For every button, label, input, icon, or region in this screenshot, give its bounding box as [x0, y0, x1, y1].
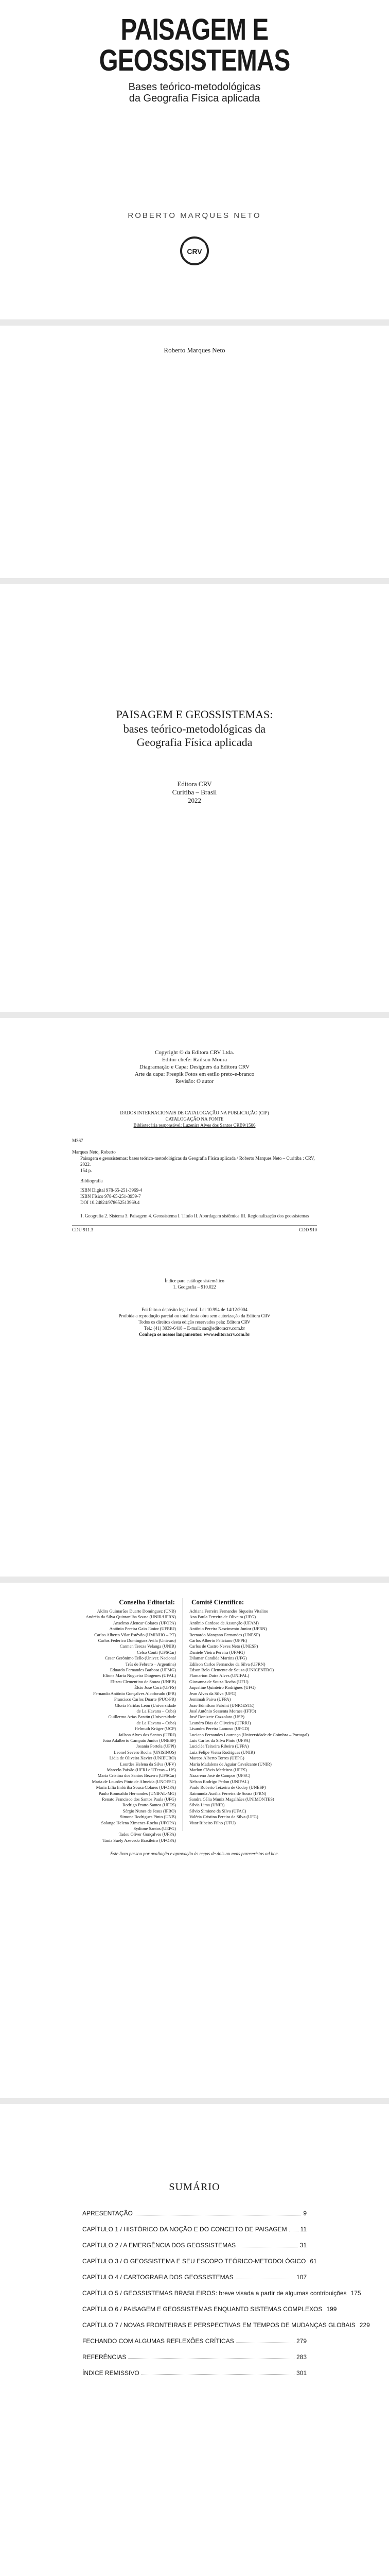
- toc-entry-page: 107: [296, 2274, 307, 2281]
- board-right-list: [189, 1608, 324, 1826]
- board-member: João Adalberto Campato Junior (UNESP): [102, 1737, 176, 1743]
- page-separator: [0, 2098, 389, 2104]
- board-member: Silvio Simione da Silva (UFAC): [189, 1808, 246, 1814]
- toc-entry-text: CAPÍTULO 6 / PAISAGEM E GEOSSISTEMAS ENQUANTO SISTEMAS COMPLEXOS: [82, 2306, 323, 2313]
- board-member: Adriana Ferreira Fernandes Siqueira Vitalino: [189, 1608, 269, 1614]
- toc-entry-text: CAPÍTULO 2 / A EMERGÊNCIA DOS GEOSSISTEMAS: [82, 2242, 236, 2249]
- board-member: Leandro Dias de Oliveira (UFRRJ): [189, 1720, 251, 1725]
- catalog-header-2: CATALOGAÇÃO NA FONTE: [165, 1116, 224, 1122]
- toc-entry-page: 61: [310, 2258, 317, 2265]
- board-member: Carlos Federico Dominguez Avila (Unieuro): [98, 1638, 176, 1643]
- board-member: João Edmilson Fabrini (UNIOESTE): [189, 1702, 255, 1708]
- toc-entry-text: ÍNDICE REMISSIVO: [82, 2369, 139, 2377]
- toc-entry-text: CAPÍTULO 5 / GEOSSISTEMAS BRASILEIROS: breve visada a partir de algumas contribuições: [82, 2290, 347, 2297]
- toc-entry-page: 31: [299, 2242, 307, 2249]
- board-member: de La Havana – Cuba): [136, 1708, 176, 1714]
- board-member: Daniele Vieira Pereira (UFMG): [189, 1649, 245, 1655]
- toc-entry[interactable]: [82, 2290, 361, 2297]
- board-member: Josania Portela (UFPI): [136, 1743, 176, 1749]
- board-member: Maria Cristina dos Santos Bezerra (UFSCar): [97, 1773, 176, 1778]
- board-member: Tania Suely Azevedo Brasileiro (UFOPA): [102, 1837, 176, 1843]
- board-member: Fernando Antônio Gonçalves Alcoforado (IPB): [93, 1690, 176, 1696]
- board-member: Raimunda Aurilia Ferreira de Sousa (IFRN): [189, 1790, 267, 1796]
- toc-entry[interactable]: [82, 2210, 307, 2217]
- board-member: Carlos Alberto Feliciano (UFPE): [189, 1638, 247, 1643]
- board-member: Nelson Rodrigo Pedon (UNIFAL): [189, 1778, 249, 1784]
- page-separator: [0, 319, 389, 326]
- catalog-title: Paisagem e geossistemas: bases teórico-metodológicas da Geografia Física aplicada / Roberto Marques Neto – Curitiba : CRV, 2022.: [80, 1156, 315, 1167]
- title-page-publisher: Editora CRV: [177, 780, 212, 788]
- title-page-subtitle2: Geografia Física aplicada: [136, 736, 253, 749]
- credits-page: [0, 1018, 389, 1577]
- board-member: Lidia de Oliveira Xavier (UNIEURO): [109, 1755, 176, 1761]
- cover-title: [0, 14, 389, 76]
- page-separator: [0, 1012, 389, 1018]
- board-member: Marcelo Paixão (UFRJ e UTexas – US): [107, 1767, 176, 1772]
- board-member: Luiz Felipe Vieira Rodrigues (UNIR): [189, 1749, 255, 1755]
- board-member: Sérgio Nunes de Jesus (IFRO): [122, 1808, 176, 1814]
- board-member: Silvia Lima (UNIR): [189, 1802, 225, 1808]
- page-separator: [0, 578, 389, 584]
- legal-line-2: Proibida a reprodução parcial ou total desta obra sem autorização da Editora CRV: [118, 1313, 271, 1318]
- legal-line-5: Conheça os nossos lançamentos: www.editoracrv.com.br: [138, 1332, 251, 1337]
- toc-dot-leader: [238, 2242, 298, 2247]
- board-member: Solange Helena Ximenes-Rocha (UFOPA): [101, 1820, 176, 1825]
- title-page: [0, 584, 389, 1012]
- cover-subtitle-line2: da Geografia Física aplicada: [129, 93, 260, 104]
- toc-dot-leader: [128, 2353, 294, 2359]
- crv-logo-text: CRV: [187, 247, 202, 256]
- board-member: Carmen Tereza Velanga (UNIR): [119, 1643, 176, 1649]
- board-member: Dilamar Candida Martins (UFG): [189, 1655, 247, 1661]
- toc-dot-leader: [236, 2337, 294, 2343]
- board-member: Valéria Cristina Pereira da Silva (UFG): [189, 1814, 258, 1820]
- toc-entry[interactable]: [82, 2274, 307, 2281]
- catalog-card: [72, 1138, 317, 1233]
- board-member: Rodrigo Pratte-Santos (UFES): [122, 1802, 176, 1808]
- toc-dot-leader: [142, 2369, 294, 2375]
- catalog-pages: 154 p.: [80, 1168, 92, 1173]
- board-member: Andréia da Silva Quintanilha Sousa (UNIR/UFRN): [85, 1614, 176, 1620]
- board-member: Sydione Santos (UEPG): [133, 1826, 176, 1832]
- toc-entry[interactable]: [82, 2242, 307, 2249]
- catalog-index-item: 1. Geografia – 910.022: [173, 1284, 216, 1290]
- catalog-header-3: Bibliotecária responsável: Luzenira Alves dos Santos CRB9/1506: [133, 1123, 256, 1128]
- catalog-cdd: CDD 910: [299, 1227, 317, 1232]
- board-member: Renato Francisco dos Santos Paula (UFG): [102, 1797, 176, 1802]
- title-page-city: Curitiba – Brasil: [172, 788, 217, 796]
- catalog-index: [0, 1278, 389, 1290]
- toc-entry-page: 11: [300, 2226, 307, 2233]
- toc-entry-page: 9: [303, 2210, 307, 2217]
- toc-entry[interactable]: [82, 2226, 307, 2233]
- board-member: Jemimah Paiva (UFPA): [189, 1697, 231, 1702]
- board-member: Helmuth Krüger (UCP): [134, 1726, 176, 1732]
- board-member: Lisandra Pereira Lamoso (UFGD): [189, 1726, 250, 1732]
- cover-subtitle: [0, 81, 389, 104]
- board-member: Simone Rodrigues Pinto (UNB): [120, 1814, 176, 1820]
- board-title-left: Conselho Editorial:: [119, 1598, 175, 1606]
- toc-entry[interactable]: [82, 2369, 307, 2377]
- board-member: Jean Alves da Silva (UFG): [189, 1690, 237, 1696]
- catalog-header: [72, 1110, 317, 1128]
- toc-entry-page: 283: [296, 2353, 307, 2361]
- toc-entry[interactable]: [82, 2306, 337, 2313]
- toc-entry-text: REFERÊNCIAS: [82, 2353, 127, 2361]
- credits-cover-art: Arte da capa: Freepik Fotos em estilo preto-e-branco: [134, 1071, 255, 1077]
- board-member: Sandra Célia Muniz Magalhães (UNIMONTES): [189, 1797, 274, 1802]
- toc-dot-leader: [236, 2274, 294, 2279]
- board-member: Marcos Alberto Torres (UEPG): [189, 1755, 244, 1761]
- board-page: [0, 1583, 389, 2098]
- cover-title-line2: GEOSSISTEMAS: [99, 44, 290, 77]
- board-member: Paulo Romualdo Hernandes (UNIFAL-MG): [98, 1790, 176, 1796]
- title-page-year: 2022: [188, 796, 201, 804]
- board-member: Giovanna de Souza Rocha (UFU): [189, 1679, 249, 1684]
- toc-entry-page: 301: [296, 2369, 307, 2377]
- board-member: Antônio Pereira Nascimento Junior (UFRN): [189, 1626, 267, 1632]
- catalog-subjects: 1. Geografia 2. Sistema 3. Paisagem 4. Geossistema I. Título II. Abordagem sistêmica III. Regionalização dos geossistemas: [80, 1213, 309, 1218]
- board-member: Carlos Alberto Vilar Estêvão (UMINHO – PT): [94, 1632, 176, 1637]
- board-member: Cesar Gerónimo Tello (Univer. Nacional: [104, 1655, 176, 1661]
- toc-title: SUMÁRIO: [169, 2181, 220, 2193]
- board-member: Jaqueline Quinteiro Rodrigues (UFG): [189, 1685, 256, 1690]
- cover-author: ROBERTO MARQUES NETO: [128, 211, 261, 220]
- board-member: Lucicléa Teixeira Ribeiro (UFPA): [189, 1743, 249, 1749]
- toc-list: [82, 2210, 370, 2385]
- board-member: Luis Carlos da Silva Pinto (UFPA): [189, 1737, 250, 1743]
- board-member: Guillermo Arias Beatón (Universidade: [108, 1714, 176, 1720]
- credits-review: Revisão: O autor: [175, 1078, 214, 1084]
- legal-block: [0, 1307, 389, 1337]
- board-member: Edilson Carlos Fernandes da Silva (UFRN): [189, 1661, 266, 1667]
- toc-entry-text: CAPÍTULO 7 / NOVAS FRONTEIRAS E PERSPECTIVAS EM TEMPOS DE MUDANÇAS GLOBAIS: [82, 2321, 356, 2329]
- board-title-right: Comitê Científico:: [191, 1598, 244, 1606]
- board-member: Antônio Pereira Gaio Júnior (UFRRJ): [109, 1626, 176, 1632]
- board-member: Maria Lília Imbiriba Sousa Colares (UFOPA): [96, 1785, 176, 1790]
- board-member: Lourdes Helena da Silva (UFV): [120, 1761, 176, 1767]
- board-member: Antônio Cardoso de Assunção (UFAM): [189, 1620, 259, 1625]
- board-member: Marlon Clóvis Medeiros (UFFS): [189, 1767, 247, 1772]
- cover-page: [0, 0, 389, 319]
- toc-entry-page: 199: [326, 2306, 337, 2313]
- board-member: Elione Maria Nogueira Diogenes (UFAL): [103, 1673, 176, 1679]
- board-left-list: [62, 1608, 176, 1843]
- board-member: Leonel Severo Rocha (UNISINOS): [114, 1749, 176, 1755]
- board-member: Francisco Carlos Duarte (PUC-PR): [114, 1697, 176, 1702]
- toc-entry-text: FECHANDO COM ALGUMAS REFLEXÕES CRÍTICAS: [82, 2337, 234, 2345]
- title-page-title: PAISAGEM E GEOSSISTEMAS:: [116, 708, 273, 721]
- catalog-classification: [72, 1225, 317, 1233]
- toc-entry-text: APRESENTAÇÃO: [82, 2210, 133, 2217]
- title-page-subtitle1: bases teórico-metodológicas da: [123, 722, 266, 735]
- board-member: Flamarion Dutra Alves (UNIFAL): [189, 1673, 250, 1679]
- legal-line-3: Todos os direitos desta edição reservados pela: Editora CRV: [138, 1319, 251, 1325]
- board-member: Vitor Ribeiro Filho (UFU): [189, 1820, 236, 1825]
- toc-entry-text: CAPÍTULO 4 / CARTOGRAFIA DOS GEOSSISTEMAS: [82, 2274, 234, 2281]
- board-member: Maria Madalena de Aguiar Cavalcante (UNIR): [189, 1761, 272, 1767]
- board-member: Três de Febrero – Argentina): [125, 1661, 176, 1667]
- toc-dot-leader: [135, 2210, 302, 2215]
- board-member: Ana Paula Ferreira de Oliveira (UFG): [189, 1614, 256, 1620]
- credits-copyright: Copyright © da Editora CRV Ltda.: [155, 1049, 234, 1056]
- credits-design: Diagramação e Capa: Designers da Editora CRV: [139, 1064, 250, 1070]
- toc-entry-page: 279: [296, 2337, 307, 2345]
- board-member: Gloria Fariñas León (Universidade: [115, 1702, 176, 1708]
- toc-entry-text: CAPÍTULO 3 / O GEOSSISTEMA E SEU ESCOPO TEÓRICO-METODOLÓGICO: [82, 2258, 306, 2265]
- board-member: Luciano Fernandes Lourenço (Universidade de Coimbra – Portugal): [189, 1732, 309, 1737]
- board-footnote: Este livro passou por avaliação e aprovação às cegas de dois ou mais pareceristas ad hoc.: [110, 1851, 279, 1856]
- toc-entry-page: 175: [350, 2290, 361, 2297]
- toc-dot-leader: [289, 2226, 298, 2231]
- board-member: Carlos de Castro Neves Neto (UNESP): [189, 1643, 258, 1649]
- board-member: Anselmo Alencar Colares (UFOPA): [113, 1620, 176, 1625]
- board-member: Edson Belo Clemente de Souza (UNICENTRO): [189, 1667, 274, 1673]
- half-title-author: Roberto Marques Neto: [164, 346, 225, 354]
- catalog-code: M367: [72, 1138, 83, 1143]
- catalog-isbn-fisico: ISBN Físico 978-65-251-3959-7: [80, 1194, 141, 1199]
- catalog-header-1: DADOS INTERNACIONAIS DE CATALOGAÇÃO NA PUBLICAÇÃO (CIP): [120, 1110, 269, 1115]
- catalog-biblio: Bibliografia: [80, 1178, 103, 1183]
- board-member: Jailson Alves dos Santos (UFRJ): [118, 1732, 176, 1737]
- board-member: Tadeu Oliver Gonçalves (UFPA): [118, 1832, 176, 1837]
- half-title-page: [0, 326, 389, 578]
- board-member: José Donizete Cazzolato (USP): [189, 1714, 244, 1720]
- board-member: Aldira Guimarães Duarte Domínguez (UNB): [97, 1608, 176, 1614]
- legal-line-4: Tel.: (41) 3039-6418 – E-mail: sac@editoracrv.com.br: [144, 1326, 245, 1331]
- board-member: Bernardo Mançano Fernandes (UNESP): [189, 1632, 260, 1637]
- toc-entry-text: CAPÍTULO 1 / HISTÓRICO DA NOÇÃO E DO CONCEITO DE PAISAGEM: [82, 2226, 287, 2233]
- board-member: Nazareno José de Campos (UFSC): [189, 1773, 251, 1778]
- board-member: José Antônio Sessenta Moraes (IFTO): [189, 1708, 256, 1714]
- toc-entry[interactable]: [82, 2258, 317, 2265]
- board-member: Élsio José Corá (UFFS): [134, 1685, 176, 1690]
- toc-entry-page: 229: [359, 2321, 370, 2329]
- catalog-author: Marques Neto, Roberto: [72, 1149, 116, 1155]
- credits-block: [0, 1049, 389, 1085]
- toc-entry[interactable]: [82, 2337, 307, 2345]
- catalog-doi: DOI 10.24824/978652513969.4: [80, 1200, 140, 1205]
- cover-title-line1: PAISAGEM E: [120, 13, 269, 46]
- toc-page: [0, 2104, 389, 2576]
- board-member: Eduardo Fernandes Barbosa (UFMG): [110, 1667, 176, 1673]
- toc-entry[interactable]: [82, 2353, 307, 2361]
- board-member: Elizeu Clementino de Souza (UNEB): [110, 1679, 176, 1684]
- legal-line-1: Foi feito o depósito legal conf. Lei 10.994 de 14/12/2004: [142, 1307, 247, 1312]
- catalog-index-title: Índice para catálogo sistemático: [165, 1278, 224, 1283]
- catalog-isbn-digital: ISBN Digital 978-65-251-3969-4: [80, 1188, 143, 1193]
- crv-logo: [178, 234, 211, 267]
- board-member: Paulo Roberto Teixeira de Godoy (UNESP): [189, 1785, 266, 1790]
- board-member: de La Havana – Cuba): [136, 1720, 176, 1725]
- catalog-cdu: CDU 911.3: [72, 1227, 94, 1232]
- board-member: Celso Conti (UFSCar): [136, 1649, 176, 1655]
- credits-editor: Editor-chefe: Railson Moura: [162, 1057, 227, 1063]
- page-separator: [0, 1577, 389, 1583]
- board-member: Maria de Lourdes Pinto de Almeida (UNOESC): [92, 1778, 176, 1784]
- toc-entry[interactable]: [82, 2321, 370, 2329]
- cover-subtitle-line1: Bases teórico-metodológicas: [128, 81, 261, 93]
